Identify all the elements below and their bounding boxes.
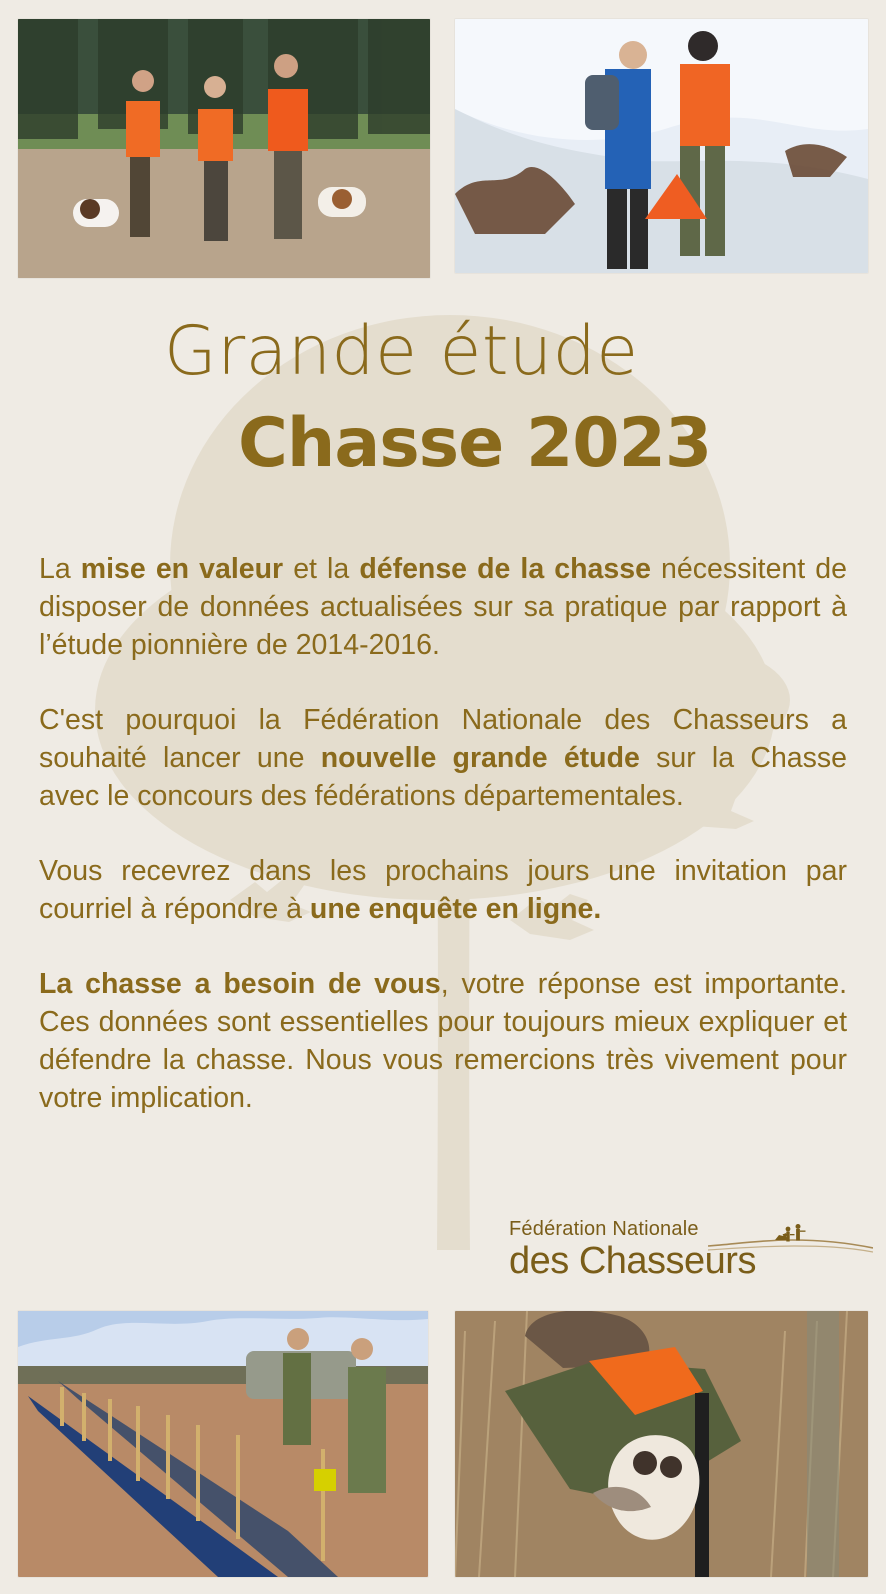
paragraph-1-part-2: mise en valeur: [80, 553, 284, 585]
photo-bottom-left: [18, 1311, 428, 1577]
title-line-2: Chasse 2023: [238, 404, 712, 483]
paragraph-2-part-3: sur la Chasse avec le concours des fédérations départementales.: [39, 742, 848, 812]
paragraph-3-part-1: Vous recevrez dans les prochains jours une invitation par courriel à répondre à: [39, 855, 847, 925]
snow-trail-icon: [455, 19, 868, 273]
hunting-dog-icon: [455, 1311, 868, 1577]
paragraph-1-part-5: nécessitent de disposer de données actualisées sur sa pratique par rapport à l’étude pionnière de 2014-2016.: [39, 553, 847, 661]
paragraph-4: [39, 965, 847, 1117]
paragraph-2-part-1: C'est pourquoi la Fédération Nationale des Chasseurs a souhaité lancer une: [39, 704, 847, 774]
photo-bottom-right: [455, 1311, 868, 1577]
paragraph-1-part-1: La: [39, 553, 81, 585]
paragraph-1: [39, 550, 847, 664]
logo-line-1: Fédération Nationale: [509, 1218, 699, 1240]
paragraph-1-part-3: et la: [283, 553, 360, 585]
photo-top-right: [455, 19, 868, 273]
paragraph-4-part-1: La chasse a besoin de vous: [39, 968, 441, 1000]
logo-line-2: des Chasseurs: [509, 1240, 756, 1282]
paragraph-2-part-2: nouvelle grande étude: [320, 742, 640, 774]
paragraph-3-part-2: une enquête en ligne.: [309, 893, 602, 925]
planting-field-icon: [18, 1311, 428, 1577]
paragraph-1-part-4: défense de la chasse: [359, 553, 651, 585]
photo-top-left: [18, 19, 430, 278]
paragraph-2: [39, 701, 847, 815]
paragraph-4-part-2: , votre réponse est importante. Ces données sont essentielles pour toujours mieux expliquer et défendre la chasse. Nous vous remercions très vivement pour votre implication.: [39, 968, 847, 1114]
paragraph-3: [39, 852, 847, 928]
title-block: [0, 312, 886, 498]
title-line-1: Grande étude: [164, 312, 639, 391]
hunters-field-icon: [18, 19, 430, 278]
federation-logo: [509, 1218, 869, 1288]
main-content: [39, 550, 847, 1154]
hunter-landscape-icon: [708, 1222, 873, 1256]
